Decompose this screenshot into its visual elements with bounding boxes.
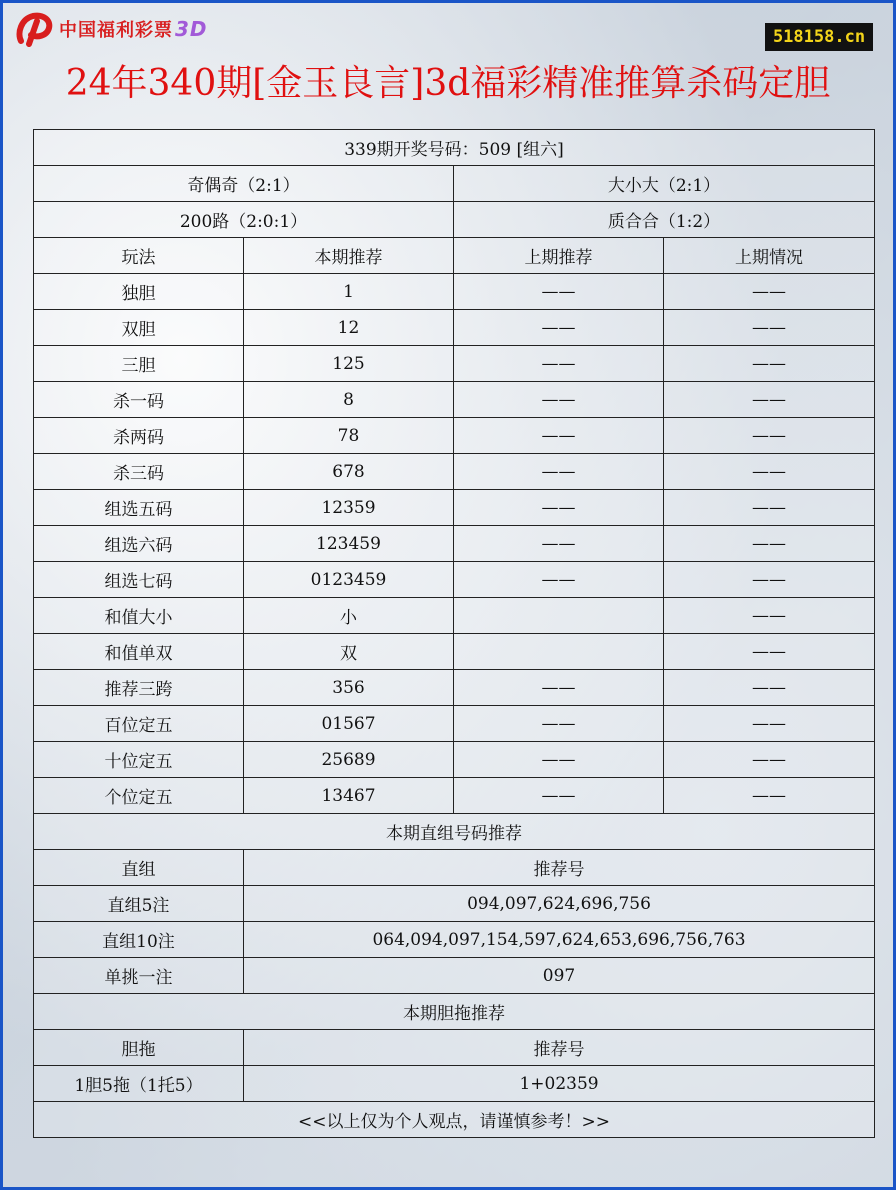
previous-status: —— [664,490,875,526]
play-type: 杀一码 [34,382,244,418]
play-type: 和值单双 [34,634,244,670]
current-pick: 25689 [244,742,454,778]
dantuo-numbers: 1+02359 [244,1066,875,1102]
column-header: 玩法 [34,238,244,274]
previous-pick: —— [454,706,664,742]
table-row [34,598,875,634]
previous-pick: —— [454,526,664,562]
draw-result: 339期开奖号码：509 [组六] [34,130,875,166]
column-header: 胆拖 [34,1030,244,1066]
play-type: 三胆 [34,346,244,382]
section-heading: 本期胆拖推荐 [34,994,875,1030]
table-row [34,274,875,310]
previous-status: —— [664,418,875,454]
previous-status: —— [664,526,875,562]
section-heading: 本期直组号码推荐 [34,814,875,850]
table-row [34,922,875,958]
previous-pick: —— [454,454,664,490]
table-row [34,490,875,526]
logo-3d: 3D [175,17,208,41]
previous-status: —— [664,274,875,310]
table-row [34,706,875,742]
previous-status: —— [664,562,875,598]
table-row [34,670,875,706]
previous-pick: —— [454,562,664,598]
prediction-table [33,129,875,1138]
column-header: 本期推荐 [244,238,454,274]
previous-pick [454,634,664,670]
previous-pick: —— [454,310,664,346]
direct-numbers: 094,097,624,696,756 [244,886,875,922]
current-pick: 12 [244,310,454,346]
disclaimer-note: <<以上仅为个人观点，请谨慎参考！>> [34,1102,875,1138]
road-row [34,202,875,238]
table-row [34,346,875,382]
table-header [34,238,875,274]
previous-status: —— [664,634,875,670]
current-pick: 78 [244,418,454,454]
play-type: 双胆 [34,310,244,346]
odd-even: 奇偶奇（2:1） [34,166,454,202]
current-pick: 123459 [244,526,454,562]
site-badge: 518158.cn [765,23,873,51]
previous-status: —— [664,706,875,742]
column-header: 上期情况 [664,238,875,274]
play-type: 独胆 [34,274,244,310]
current-pick: 678 [244,454,454,490]
play-type: 组选七码 [34,562,244,598]
previous-pick: —— [454,382,664,418]
direct-label: 直组5注 [34,886,244,922]
play-type: 杀三码 [34,454,244,490]
previous-status: —— [664,742,875,778]
draw-row [34,130,875,166]
current-pick: 125 [244,346,454,382]
current-pick: 0123459 [244,562,454,598]
pattern-row [34,166,875,202]
previous-pick: —— [454,274,664,310]
dantuo-header-row [34,1030,875,1066]
play-type: 十位定五 [34,742,244,778]
table-row [34,958,875,994]
previous-pick: —— [454,742,664,778]
play-type: 和值大小 [34,598,244,634]
road-ratio: 200路（2:0:1） [34,202,454,238]
footer-row [34,1102,875,1138]
dantuo-heading-row [34,994,875,1030]
table-row [34,778,875,814]
previous-status: —— [664,670,875,706]
table-row [34,562,875,598]
column-header: 上期推荐 [454,238,664,274]
table-row [34,310,875,346]
current-pick: 01567 [244,706,454,742]
table-row [34,418,875,454]
column-header: 推荐号 [244,1030,875,1066]
direct-label: 直组10注 [34,922,244,958]
table-row [34,454,875,490]
table-row [34,634,875,670]
table-row [34,382,875,418]
current-pick: 356 [244,670,454,706]
current-pick: 13467 [244,778,454,814]
direct-header-row [34,850,875,886]
lottery-logo-icon [15,11,55,47]
previous-pick: —— [454,346,664,382]
previous-pick: —— [454,670,664,706]
current-pick: 1 [244,274,454,310]
play-type: 组选五码 [34,490,244,526]
column-header: 推荐号 [244,850,875,886]
table-row [34,742,875,778]
current-pick: 12359 [244,490,454,526]
previous-status: —— [664,346,875,382]
prime-composite: 质合合（1:2） [454,202,875,238]
play-type: 杀两码 [34,418,244,454]
previous-status: —— [664,598,875,634]
previous-status: —— [664,310,875,346]
previous-status: —— [664,778,875,814]
direct-numbers: 064,094,097,154,597,624,653,696,756,763 [244,922,875,958]
direct-numbers: 097 [244,958,875,994]
previous-pick [454,598,664,634]
table-row [34,1066,875,1102]
column-header: 直组 [34,850,244,886]
previous-pick: —— [454,490,664,526]
current-pick: 小 [244,598,454,634]
previous-pick: —— [454,778,664,814]
play-type: 百位定五 [34,706,244,742]
previous-status: —— [664,382,875,418]
play-type: 推荐三跨 [34,670,244,706]
table-row [34,526,875,562]
logo-text: 中国福利彩票 [59,20,173,41]
table-row [34,886,875,922]
dantuo-label: 1胆5拖（1托5） [34,1066,244,1102]
current-pick: 双 [244,634,454,670]
direct-heading-row [34,814,875,850]
current-pick: 8 [244,382,454,418]
previous-status: —— [664,454,875,490]
previous-pick: —— [454,418,664,454]
direct-label: 单挑一注 [34,958,244,994]
lottery-logo [15,11,208,47]
page-title: 24年340期[金玉良言]3d福彩精准推算杀码定胆 [65,63,831,104]
big-small: 大小大（2:1） [454,166,875,202]
play-type: 个位定五 [34,778,244,814]
play-type: 组选六码 [34,526,244,562]
